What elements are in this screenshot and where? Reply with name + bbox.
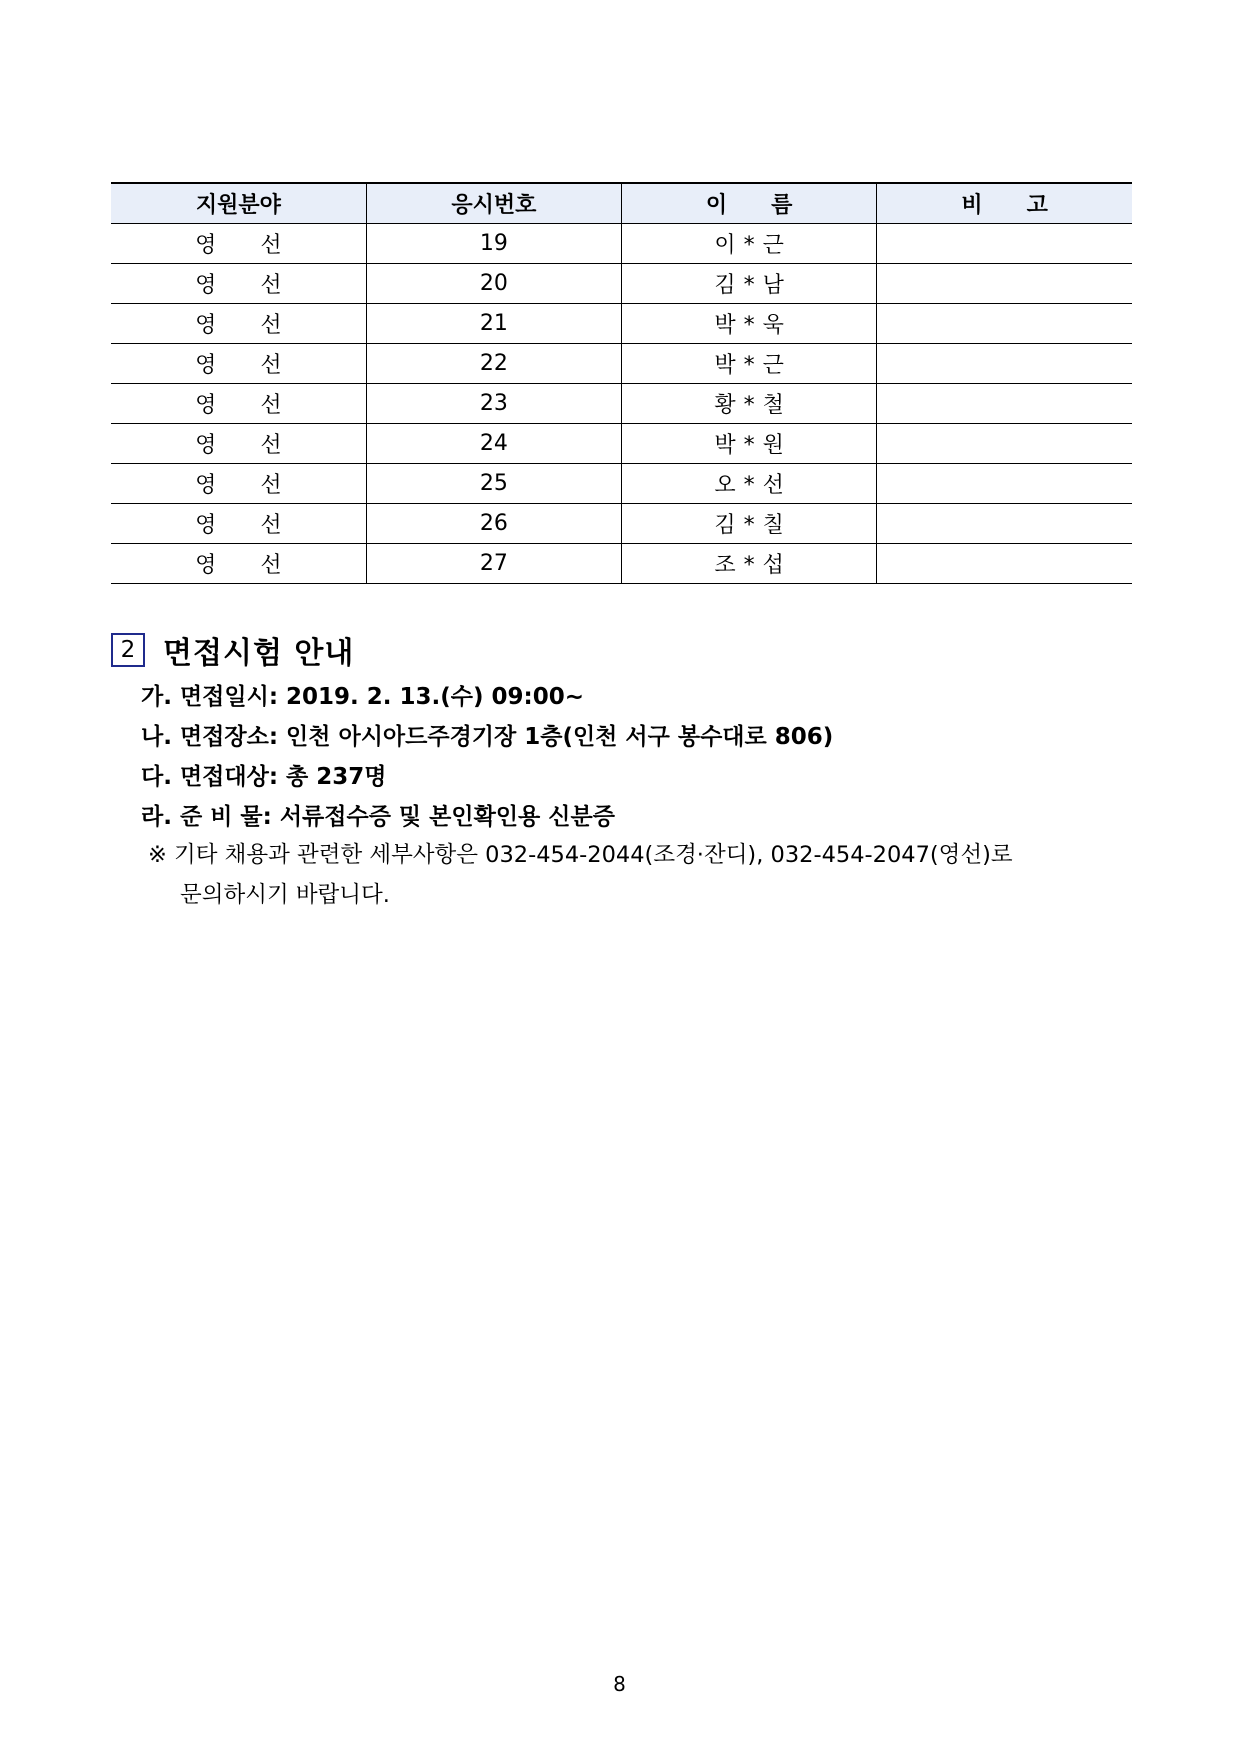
cell-name	[622, 544, 877, 584]
name-surname: 이	[714, 233, 736, 258]
name-surname: 박	[714, 313, 736, 338]
name-mask: *	[743, 393, 755, 418]
cell-field: 영 선	[111, 504, 366, 544]
cell-name	[622, 464, 877, 504]
cell-number: 19	[366, 224, 621, 264]
cell-number: 25	[366, 464, 621, 504]
cell-name	[622, 344, 877, 384]
cell-field: 영 선	[111, 384, 366, 424]
name-surname: 조	[714, 553, 736, 578]
table-header-row	[111, 183, 1132, 224]
table-row	[111, 304, 1132, 344]
cell-field: 영 선	[111, 424, 366, 464]
name-mask: *	[743, 353, 755, 378]
interview-details	[141, 677, 1141, 837]
name-given: 섭	[762, 553, 784, 578]
cell-note	[877, 544, 1132, 584]
cell-field: 영 선	[111, 304, 366, 344]
cell-note	[877, 424, 1132, 464]
table-row	[111, 224, 1132, 264]
cell-number: 20	[366, 264, 621, 304]
table-row	[111, 504, 1132, 544]
table-row	[111, 464, 1132, 504]
cell-name	[622, 424, 877, 464]
table-row	[111, 424, 1132, 464]
name-given: 근	[762, 353, 784, 378]
name-surname: 김	[714, 513, 736, 538]
detail-items-to-bring: 라. 준 비 물: 서류접수증 및 본인확인용 신분증	[141, 804, 615, 830]
name-mask: *	[743, 233, 755, 258]
name-mask: *	[743, 433, 755, 458]
cell-field: 영 선	[111, 544, 366, 584]
name-given: 선	[762, 473, 784, 498]
name-mask: *	[743, 473, 755, 498]
cell-note	[877, 504, 1132, 544]
cell-number: 26	[366, 504, 621, 544]
header-number: 응시번호	[366, 183, 621, 224]
cell-note	[877, 224, 1132, 264]
detail-target: 다. 면접대상: 총 237명	[141, 764, 387, 790]
name-surname: 김	[714, 273, 736, 298]
header-name: 이 름	[622, 183, 877, 224]
contact-note	[148, 835, 1138, 915]
detail-date: 가. 면접일시: 2019. 2. 13.(수) 09:00~	[141, 684, 585, 710]
cell-name	[622, 304, 877, 344]
name-surname: 박	[714, 353, 736, 378]
section-heading	[111, 628, 354, 672]
section-number-box	[111, 633, 145, 667]
section-title: 면접시험 안내	[163, 636, 355, 671]
table-body	[111, 224, 1132, 584]
name-given: 남	[762, 273, 784, 298]
name-surname: 오	[714, 473, 736, 498]
name-mask: *	[743, 513, 755, 538]
name-mask: *	[743, 313, 755, 338]
name-given: 원	[762, 433, 784, 458]
name-given: 근	[762, 233, 784, 258]
name-given: 칠	[762, 513, 784, 538]
contact-note-line2: 문의하시기 바랍니다.	[180, 882, 390, 908]
cell-note	[877, 384, 1132, 424]
detail-location: 나. 면접장소: 인천 아시아드주경기장 1층(인천 서구 봉수대로 806)	[141, 724, 834, 750]
cell-field: 영 선	[111, 224, 366, 264]
table-row	[111, 544, 1132, 584]
name-mask: *	[743, 273, 755, 298]
table-row	[111, 264, 1132, 304]
cell-field: 영 선	[111, 264, 366, 304]
cell-note	[877, 464, 1132, 504]
header-note: 비 고	[877, 183, 1132, 224]
page-number: 8	[613, 1672, 626, 1696]
cell-note	[877, 264, 1132, 304]
name-given: 욱	[762, 313, 784, 338]
cell-number: 21	[366, 304, 621, 344]
table-row	[111, 384, 1132, 424]
name-surname: 황	[714, 393, 736, 418]
name-mask: *	[743, 553, 755, 578]
header-field: 지원분야	[111, 183, 366, 224]
cell-field: 영 선	[111, 344, 366, 384]
applicant-table	[111, 182, 1132, 584]
cell-name	[622, 264, 877, 304]
section-number: 2	[120, 637, 136, 663]
cell-number: 27	[366, 544, 621, 584]
cell-number: 24	[366, 424, 621, 464]
cell-number: 22	[366, 344, 621, 384]
cell-note	[877, 344, 1132, 384]
cell-name	[622, 384, 877, 424]
cell-name	[622, 504, 877, 544]
cell-number: 23	[366, 384, 621, 424]
cell-field: 영 선	[111, 464, 366, 504]
cell-note	[877, 304, 1132, 344]
table-row	[111, 344, 1132, 384]
contact-note-line1: ※ 기타 채용과 관련한 세부사항은 032-454-2044(조경·잔디), 032-454-2047(영선)로	[148, 842, 1013, 868]
cell-name	[622, 224, 877, 264]
name-given: 철	[762, 393, 784, 418]
name-surname: 박	[714, 433, 736, 458]
